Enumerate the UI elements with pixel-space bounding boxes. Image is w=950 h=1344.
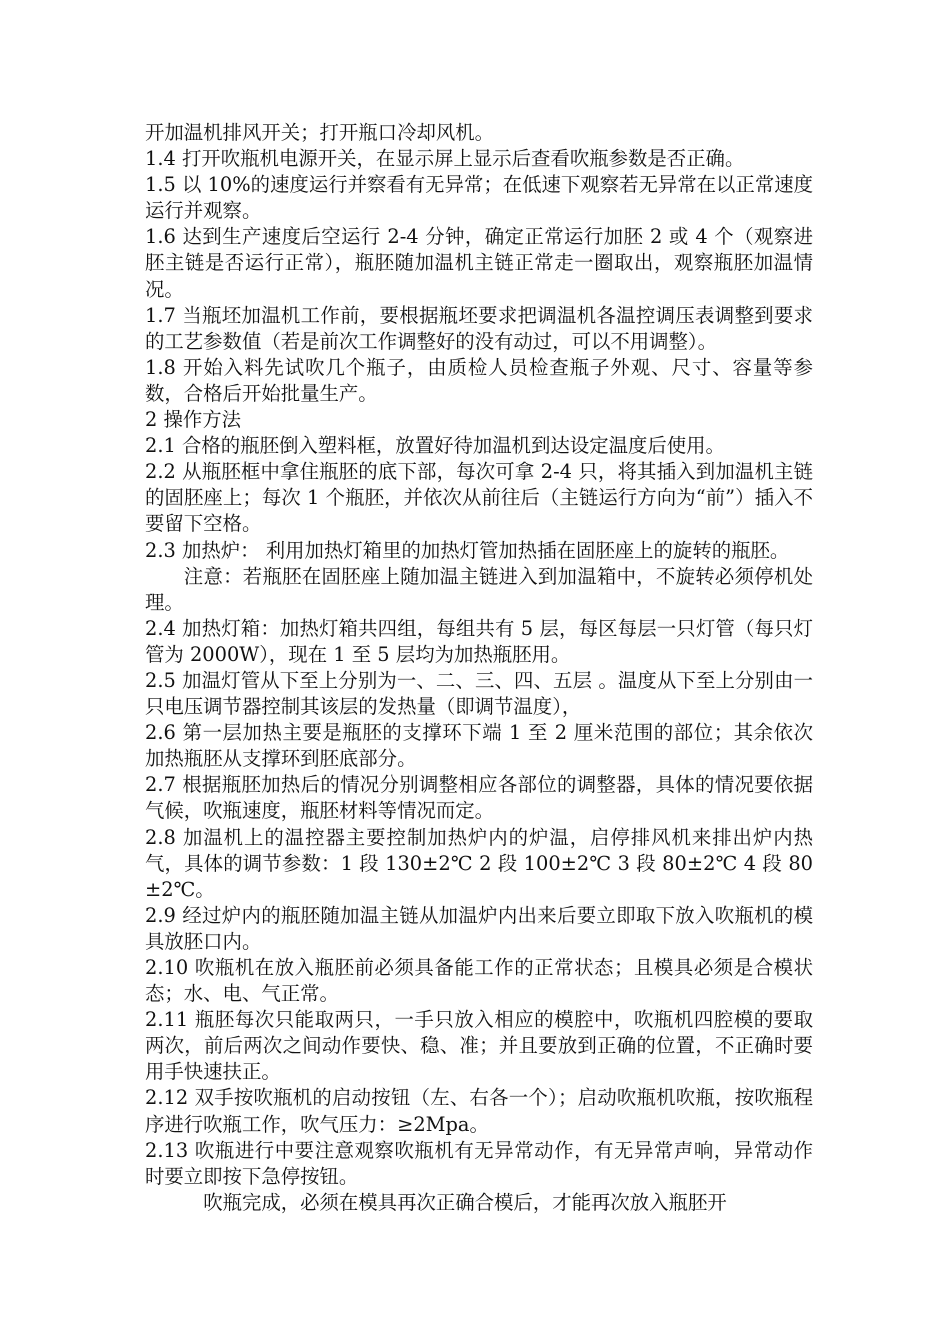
paragraph-1-5: 1.5 以 10%的速度运行并察看有无异常；在低速下观察若无异常在以正常速度运行并观察。 xyxy=(145,173,813,223)
closing-paragraph: 吹瓶完成，必须在模具再次正确合模后，才能再次放入瓶胚开 xyxy=(203,1190,727,1214)
paragraph-2-12: 2.12 双手按吹瓶机的启动按钮（左、右各一个）；启动吹瓶机吹瓶，按吹瓶程序进行吹瓶工作，吹气压力：≥2Mpa。 xyxy=(145,1086,813,1136)
paragraph-2-3: 2.3 加热炉： 利用加热灯箱里的加热灯管加热插在固胚座上的旋转的瓶胚。 xyxy=(145,538,790,562)
paragraph-2-9: 2.9 经过炉内的瓶胚随加温主链从加温炉内出来后要立即取下放入吹瓶机的模具放胚口内。 xyxy=(145,903,813,953)
note-paragraph: 注意：若瓶胚在固胚座上随加温主链进入到加温箱中，不旋转必须停机处理。 xyxy=(145,564,813,614)
paragraph-1-7: 1.7 当瓶坯加温机工作前，要根据瓶坯要求把调温机各温控调压表调整到要求的工艺参数值（若是前次工作调整好的没有动过，可以不用调整）。 xyxy=(145,303,813,353)
paragraph-continuation: 开加温机排风开关；打开瓶口冷却风机。 xyxy=(145,121,495,144)
paragraph-2-5: 2.5 加温灯管从下至上分别为一、二、三、四、五层 。温度从下至上分别由一只电压调节器控制其该层的发热量（即调节温度）， xyxy=(145,668,813,719)
paragraph-2-2: 2.2 从瓶胚框中拿住瓶胚的底下部，每次可拿 2-4 只，将其插入到加温机主链的固胚座上；每次 1 个瓶胚，并依次从前往后（主链运行方向为“前”）插入不要留下空格。 xyxy=(145,460,813,536)
paragraph-2-10: 2.10 吹瓶机在放入瓶胚前必须具备能工作的正常状态；且模具必须是合模状态；水、电、气正常。 xyxy=(145,956,813,1006)
paragraph-2-13: 2.13 吹瓶进行中要注意观察吹瓶机有无异常动作，有无异常声响，异常动作时要立即按下急停按钮。 xyxy=(145,1138,813,1188)
section-heading-2: 2 操作方法 xyxy=(145,408,242,432)
paragraph-1-4: 1.4 打开吹瓶机电源开关，在显示屏上显示后查看吹瓶参数是否正确。 xyxy=(145,147,745,171)
paragraph-2-4: 2.4 加热灯箱：加热灯箱共四组，每组共有 5 层，每区每层一只灯管（每只灯管为 2000W），现在 1 至 5 层均为加热瓶胚用。 xyxy=(145,616,813,666)
paragraph-1-8: 1.8 开始入料先试吹几个瓶子，由质检人员检查瓶子外观、尺寸、容量等参数，合格后开始批量生产。 xyxy=(145,355,813,405)
paragraph-2-8: 2.8 加温机上的温控器主要控制加热炉内的炉温，启停排风机来排出炉内热气，具体的调节参数：1 段 130±2℃ 2 段 100±2℃ 3 段 80±2℃ 4 段 80±2℃。 xyxy=(145,825,813,901)
paragraph-2-6: 2.6 第一层加热主要是瓶胚的支撑环下端 1 至 2 厘米范围的部位；其余依次加热瓶胚从支撑环到胚底部分。 xyxy=(145,721,813,771)
paragraph-2-11: 2.11 瓶胚每次只能取两只，一手只放入相应的模腔中，吹瓶机四腔模的要取两次，前后两次之间动作要快、稳、准；并且要放到正确的位置，不正确时要用手快速扶正。 xyxy=(145,1008,813,1084)
paragraph-2-1: 2.1 合格的瓶胚倒入塑料框，放置好待加温机到达设定温度后使用。 xyxy=(145,434,725,458)
paragraph-1-6: 1.6 达到生产速度后空运行 2-4 分钟，确定正常运行加胚 2 或 4 个（观察进胚主链是否运行正常），瓶胚随加温机主链正常走一圈取出，观察瓶胚加温情况。 xyxy=(145,225,813,301)
paragraph-2-7: 2.7 根据瓶胚加热后的情况分别调整相应各部位的调整器，具体的情况要依据气候，吹瓶速度，瓶胚材料等情况而定。 xyxy=(145,773,813,823)
document-page xyxy=(145,120,813,1216)
